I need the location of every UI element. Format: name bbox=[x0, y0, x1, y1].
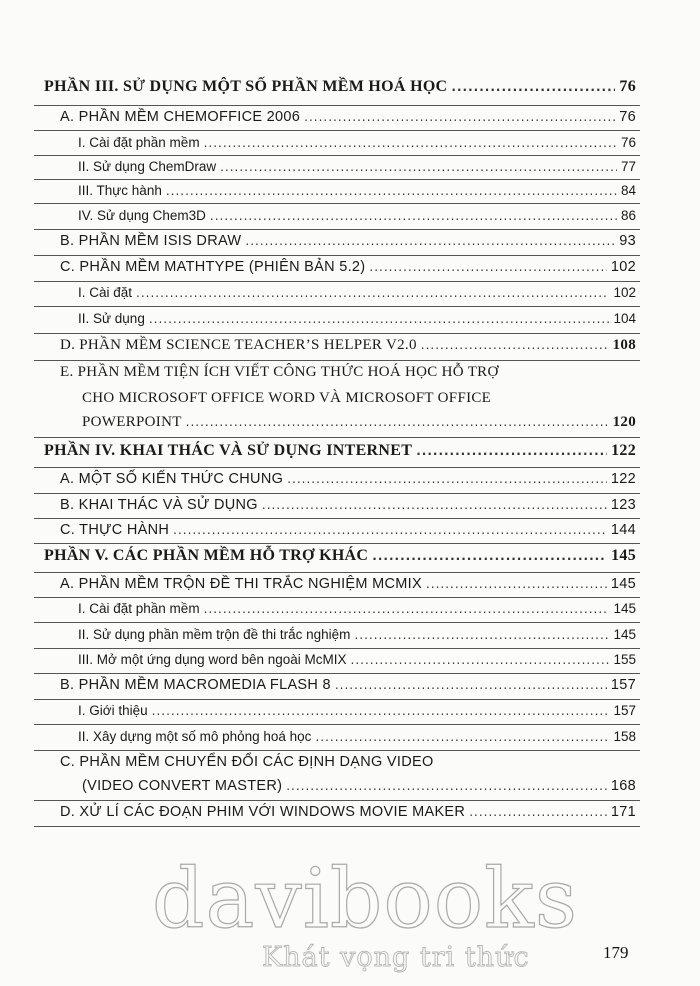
toc-subsection-label: I. Cài đặt bbox=[78, 285, 133, 300]
toc-page-number: 86 bbox=[620, 208, 636, 223]
toc-page-number: 155 bbox=[613, 652, 636, 667]
toc-section-label: C. THỰC HÀNH bbox=[60, 522, 170, 538]
toc-page-number: 145 bbox=[611, 547, 636, 564]
toc-section-isisdraw[interactable] bbox=[60, 233, 636, 249]
leader-dots bbox=[421, 338, 609, 352]
toc-section-mathtype[interactable] bbox=[60, 259, 636, 275]
leader-dots bbox=[204, 136, 617, 150]
toc-page-number: 77 bbox=[620, 159, 636, 174]
toc-page-number: 108 bbox=[612, 337, 636, 353]
watermark-logo: davibooks bbox=[152, 852, 578, 947]
leader-dots bbox=[173, 523, 607, 537]
toc-subsection-label: I. Cài đặt phần mềm bbox=[78, 135, 200, 150]
leader-dots bbox=[286, 779, 607, 793]
toc-page-number: 120 bbox=[612, 414, 636, 430]
toc-subsection-mathtype-install[interactable] bbox=[78, 285, 636, 300]
divider bbox=[34, 467, 640, 468]
leader-dots bbox=[287, 472, 607, 486]
divider bbox=[34, 155, 640, 156]
toc-page-number: 157 bbox=[610, 677, 636, 693]
divider bbox=[34, 597, 640, 598]
toc-page-number: 144 bbox=[610, 522, 636, 538]
toc-subsection-label: II. Xây dựng một số mô phỏng hoá học bbox=[78, 729, 312, 744]
leader-dots bbox=[351, 653, 610, 667]
divider bbox=[34, 130, 640, 131]
leader-dots bbox=[220, 160, 617, 174]
toc-page-number: 145 bbox=[613, 627, 636, 642]
toc-section-label: POWERPOINT bbox=[82, 414, 182, 430]
toc-page-number: 104 bbox=[613, 311, 636, 326]
toc-section-chemoffice[interactable] bbox=[60, 109, 636, 125]
leader-dots bbox=[186, 415, 609, 429]
toc-subsection-chem3d[interactable] bbox=[78, 208, 636, 223]
toc-section-general[interactable] bbox=[60, 471, 636, 487]
divider bbox=[34, 306, 640, 307]
divider bbox=[34, 360, 640, 361]
toc-section-label: D. PHẦN MỀM SCIENCE TEACHER’S HELPER V2.0 bbox=[60, 337, 417, 353]
toc-subsection-chemoffice-install[interactable] bbox=[78, 135, 636, 150]
leader-dots bbox=[304, 110, 615, 124]
toc-section-science-teacher[interactable] bbox=[60, 337, 636, 354]
divider bbox=[34, 724, 640, 725]
leader-dots bbox=[149, 312, 610, 326]
divider bbox=[34, 800, 640, 801]
leader-dots bbox=[469, 805, 607, 819]
toc-section-label: (VIDEO CONVERT MASTER) bbox=[82, 778, 283, 794]
leader-dots bbox=[136, 286, 609, 300]
toc-section-utility-line-1[interactable]: E. PHẦN MỀM TIỆN ÍCH VIẾT CÔNG THỨC HOÁ HỌC HỖ TRỢ bbox=[60, 364, 499, 380]
leader-dots bbox=[315, 730, 609, 744]
divider bbox=[34, 179, 640, 180]
toc-page-number: 102 bbox=[610, 259, 636, 275]
toc-section-utility[interactable] bbox=[82, 414, 636, 431]
toc-subsection-mcmix-install[interactable] bbox=[78, 601, 636, 616]
toc-section-flash[interactable] bbox=[60, 677, 636, 693]
toc-page-number: 158 bbox=[613, 729, 636, 744]
toc-section-label: B. PHẦN MỀM ISIS DRAW bbox=[60, 233, 242, 249]
divider bbox=[34, 699, 640, 700]
leader-dots bbox=[451, 80, 615, 94]
toc-subsection-practice[interactable] bbox=[78, 183, 636, 198]
toc-part-4[interactable] bbox=[44, 442, 636, 460]
divider bbox=[34, 543, 640, 544]
divider bbox=[34, 493, 640, 494]
toc-subsection-mcmix-word[interactable] bbox=[78, 652, 636, 667]
toc-page-number: 123 bbox=[610, 497, 636, 513]
toc-page-number: 84 bbox=[620, 183, 636, 198]
divider bbox=[34, 572, 640, 573]
divider bbox=[34, 673, 640, 674]
toc-section-label: B. PHẦN MỀM MACROMEDIA FLASH 8 bbox=[60, 677, 331, 693]
toc-page-number: 171 bbox=[610, 804, 636, 820]
toc-section-label: A. PHẦN MỀM CHEMOFFICE 2006 bbox=[60, 109, 301, 125]
toc-subsection-label: II. Sử dụng phần mềm trộn đề thi trắc nghiệm bbox=[78, 627, 351, 642]
divider bbox=[34, 229, 640, 230]
leader-dots bbox=[369, 260, 607, 274]
leader-dots bbox=[262, 498, 607, 512]
toc-page-number: 76 bbox=[620, 135, 636, 150]
toc-section-label: C. PHẦN MỀM MATHTYPE (PHIÊN BẢN 5.2) bbox=[60, 259, 366, 275]
toc-page-number: 168 bbox=[610, 778, 636, 794]
toc-section-video-convert-line-1[interactable]: C. PHẦN MỀM CHUYỂN ĐỔI CÁC ĐỊNH DẠNG VIDEO bbox=[60, 754, 434, 770]
toc-section-video-convert[interactable] bbox=[82, 778, 636, 794]
leader-dots bbox=[166, 184, 617, 198]
toc-part-label: PHẦN V. CÁC PHẦN MỀM HỖ TRỢ KHÁC bbox=[44, 547, 369, 564]
leader-dots bbox=[210, 209, 617, 223]
toc-section-label: A. PHẦN MỀM TRỘN ĐỀ THI TRẮC NGHIỆM MCMIX bbox=[60, 576, 422, 592]
toc-page-number: 145 bbox=[610, 576, 636, 592]
divider bbox=[34, 281, 640, 282]
toc-subsection-label: I. Cài đặt phần mềm bbox=[78, 601, 200, 616]
toc-section-utility-line-2[interactable]: CHO MICROSOFT OFFICE WORD VÀ MICROSOFT OFFICE bbox=[82, 390, 492, 406]
toc-subsection-flash-intro[interactable] bbox=[78, 703, 636, 718]
divider bbox=[34, 105, 640, 106]
toc-subsection-label: II. Sử dụng bbox=[78, 311, 145, 326]
toc-part-label: PHẦN III. SỬ DỤNG MỘT SỐ PHẦN MỀM HOÁ HỌC bbox=[44, 78, 448, 95]
toc-page-number: 93 bbox=[619, 233, 636, 249]
divider bbox=[34, 826, 640, 827]
toc-subsection-label: I. Giới thiệu bbox=[78, 703, 148, 718]
toc-section-practice[interactable] bbox=[60, 522, 636, 538]
toc-subsection-label: II. Sử dụng ChemDraw bbox=[78, 159, 217, 174]
divider bbox=[34, 518, 640, 519]
toc-page-number: 76 bbox=[619, 78, 636, 95]
page-number: 179 bbox=[603, 943, 629, 962]
divider bbox=[34, 203, 640, 204]
leader-dots bbox=[245, 234, 615, 248]
toc-subsection-flash-sim[interactable] bbox=[78, 729, 636, 744]
toc-subsection-mathtype-use[interactable] bbox=[78, 311, 636, 326]
leader-dots bbox=[204, 602, 610, 616]
toc-section-mcmix[interactable] bbox=[60, 576, 636, 592]
toc-section-label: D. XỬ LÍ CÁC ĐOẠN PHIM VỚI WINDOWS MOVIE MAKER bbox=[60, 804, 466, 820]
toc-page-number: 157 bbox=[613, 703, 636, 718]
leader-dots bbox=[335, 678, 607, 692]
toc-subsection-label: III. Mở một ứng dụng word bên ngoài McMIX bbox=[78, 652, 347, 667]
toc-part-label: PHẦN IV. KHAI THÁC VÀ SỬ DỤNG INTERNET bbox=[44, 442, 413, 459]
divider bbox=[34, 622, 640, 623]
toc-section-label: B. KHAI THÁC VÀ SỬ DỤNG bbox=[60, 497, 258, 513]
toc-part-3[interactable] bbox=[44, 78, 636, 96]
leader-dots bbox=[152, 704, 610, 718]
toc-subsection-label: III. Thực hành bbox=[78, 183, 162, 198]
toc-subsection-chemdraw[interactable] bbox=[78, 159, 636, 174]
toc-page-number: 122 bbox=[611, 442, 636, 459]
leader-dots bbox=[426, 577, 607, 591]
divider bbox=[34, 333, 640, 334]
toc-page-number: 145 bbox=[613, 601, 636, 616]
toc-subsection-label: IV. Sử dụng Chem3D bbox=[78, 208, 206, 223]
toc-section-label: A. MỘT SỐ KIẾN THỨC CHUNG bbox=[60, 471, 284, 487]
toc-section-movie-maker[interactable] bbox=[60, 804, 636, 820]
toc-page-number: 102 bbox=[613, 285, 636, 300]
leader-dots bbox=[416, 444, 607, 458]
divider bbox=[34, 750, 640, 751]
watermark-tagline: Khát vọng tri thức bbox=[262, 942, 530, 973]
toc-section-exploit[interactable] bbox=[60, 497, 636, 513]
leader-dots bbox=[372, 549, 607, 563]
toc-page-number: 122 bbox=[610, 471, 636, 487]
leader-dots bbox=[354, 628, 609, 642]
divider bbox=[34, 437, 640, 438]
toc-subsection-mcmix-use[interactable] bbox=[78, 627, 636, 642]
divider bbox=[34, 255, 640, 256]
toc-page-number: 76 bbox=[619, 109, 636, 125]
divider bbox=[34, 648, 640, 649]
toc-part-5[interactable] bbox=[44, 547, 636, 565]
